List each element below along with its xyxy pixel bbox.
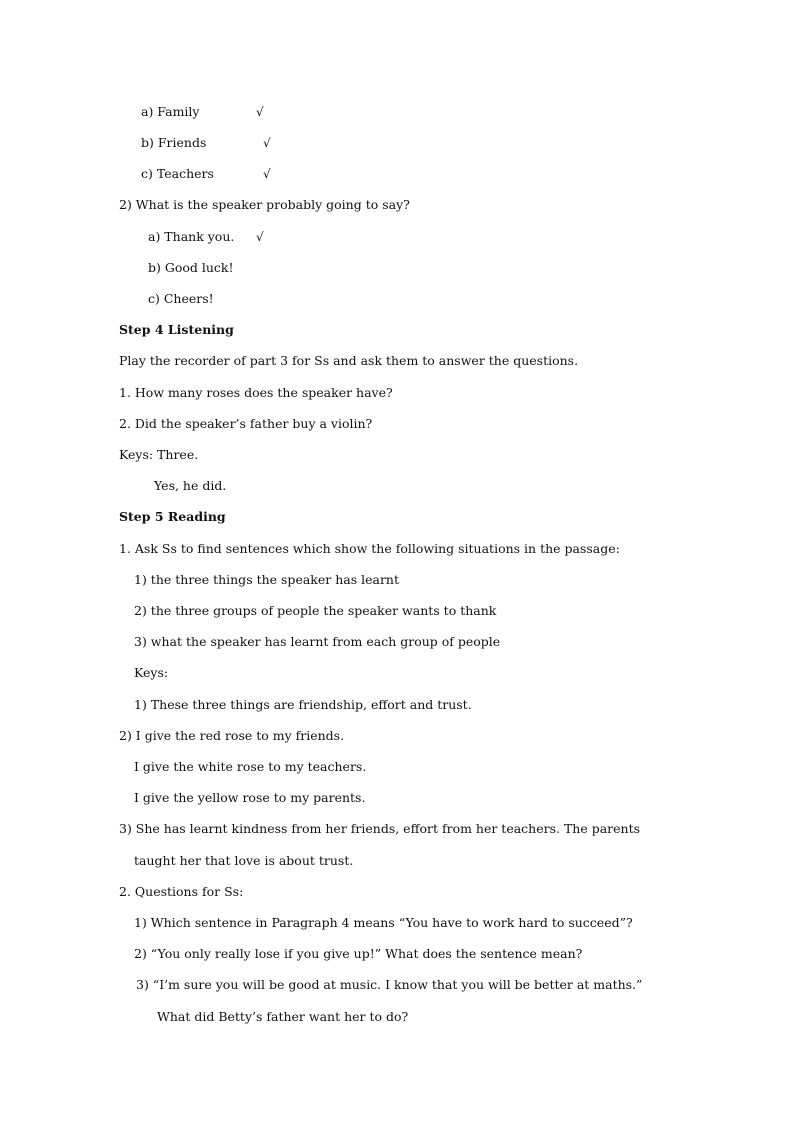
reading-keys-label: Keys: [134, 665, 169, 680]
listening-question-1: 1. How many roses does the speaker have? [119, 385, 393, 400]
ss-question-3-line-2: What did Betty’s father want her to do? [157, 1009, 409, 1024]
reading-key-2: 2) I give the red rose to my friends. [119, 728, 345, 743]
reading-task-1-item-1: 1) the three things the speaker has learnt [134, 572, 399, 587]
check-mark-icon: √ [263, 136, 271, 150]
step-4-heading: Step 4 Listening [119, 322, 234, 337]
listening-keys: Keys: Three. [119, 447, 199, 462]
reading-key-2-line-2: I give the white rose to my teachers. [134, 759, 367, 774]
check-mark-icon: √ [256, 230, 264, 244]
option-cheers: c) Cheers! [148, 291, 214, 306]
step-4-instruction: Play the recorder of part 3 for Ss and ask them to answer the questions. [119, 353, 579, 368]
ss-question-3: 3) “I’m sure you will be good at music. I know that you will be better at maths.” [136, 977, 643, 992]
step-5-heading: Step 5 Reading [119, 509, 226, 524]
option-teachers: c) Teachers [141, 166, 214, 181]
reading-task-1: 1. Ask Ss to find sentences which show the following situations in the passage: [119, 541, 620, 556]
check-mark-icon: √ [263, 167, 271, 181]
reading-key-3-line-2: taught her that love is about trust. [134, 853, 354, 868]
check-mark-icon: √ [256, 105, 264, 119]
option-family: a) Family [141, 104, 200, 119]
listening-keys-answer-2: Yes, he did. [154, 478, 227, 493]
reading-task-1-item-3: 3) what the speaker has learnt from each group of people [134, 634, 501, 649]
reading-task-1-item-2: 2) the three groups of people the speaker wants to thank [134, 603, 497, 618]
question-2: 2) What is the speaker probably going to say? [119, 197, 410, 212]
option-friends: b) Friends [141, 135, 207, 150]
questions-for-ss: 2. Questions for Ss: [119, 884, 244, 899]
option-good-luck: b) Good luck! [148, 260, 234, 275]
reading-key-3: 3) She has learnt kindness from her friends, effort from her teachers. The parents [119, 821, 641, 836]
ss-question-1: 1) Which sentence in Paragraph 4 means “You have to work hard to succeed”? [134, 915, 633, 930]
reading-key-2-line-3: I give the yellow rose to my parents. [134, 790, 366, 805]
ss-question-2: 2) “You only really lose if you give up!” What does the sentence mean? [134, 946, 583, 961]
option-thank-you: a) Thank you. [148, 229, 235, 244]
reading-key-1: 1) These three things are friendship, effort and trust. [134, 697, 472, 712]
listening-question-2: 2. Did the speaker’s father buy a violin? [119, 416, 373, 431]
